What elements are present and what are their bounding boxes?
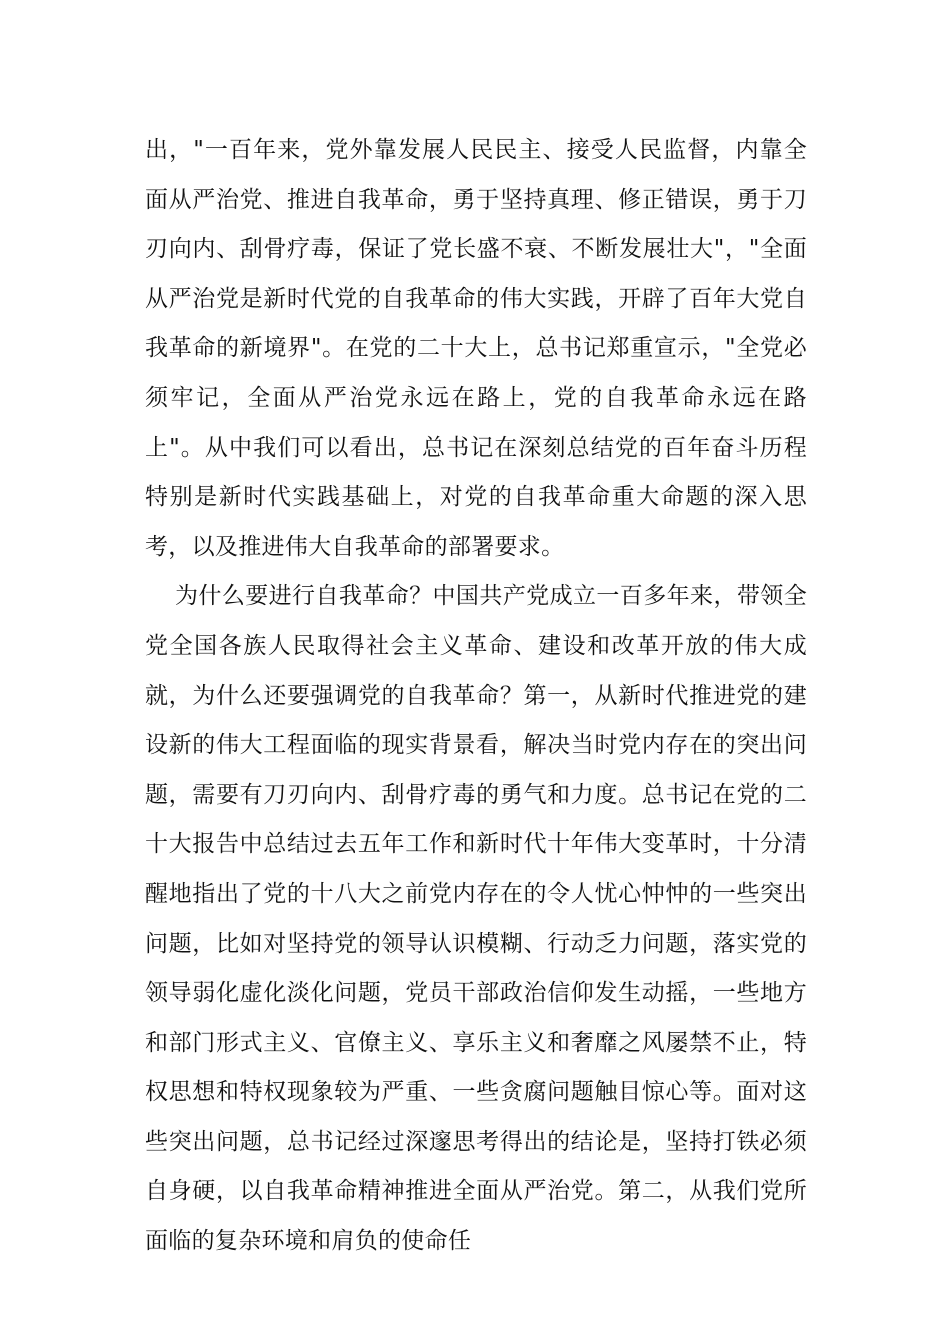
document-body bbox=[145, 126, 807, 1267]
paragraph-2: 为什么要进行自我革命？中国共产党成立一百多年来，带领全党全国各族人民取得社会主义革命、建设和改革开放的伟大成就，为什么还要强调党的自我革命？第一，从新时代推进党的建设新的伟大工程面临的现实背景看，解决当时党内存在的突出问题，需要有刀刃向内、刮骨疗毒的勇气和力度。总书记在党的二十大报告中总结过去五年工作和新时代十年伟大变革时，十分清醒地指出了党的十八大之前党内存在的令人忧心忡忡的一些突出问题，比如对坚持党的领导认识模糊、行动乏力问题，落实党的领导弱化虚化淡化问题，党员干部政治信仰发生动摇，一些地方和部门形式主义、官僚主义、享乐主义和奢靡之风屡禁不止，特权思想和特权现象较为严重、一些贪腐问题触目惊心等。面对这些突出问题，总书记经过深邃思考得出的结论是，坚持打铁必须自身硬，以自我革命精神推进全面从严治党。第二，从我们党所面临的复杂环境和肩负的使命任 bbox=[145, 583, 807, 1255]
paragraph-1: 出，"一百年来，党外靠发展人民民主、接受人民监督，内靠全面从严治党、推进自我革命，勇于坚持真理、修正错误，勇于刀刃向内、刮骨疗毒，保证了党长盛不衰、不断发展壮大"，"全面从严治党是新时代党的自我革命的伟大实践，开辟了百年大党自我革命的新境界"。在党的二十大上，总书记郑重宣示，"全党必须牢记，全面从严治党永远在路上，党的自我革命永远在路上"。从中我们可以看出，总书记在深刻总结党的百年奋斗历程特别是新时代实践基础上，对党的自我革命重大命题的深入思考，以及推进伟大自我革命的部署要求。 bbox=[145, 137, 807, 560]
